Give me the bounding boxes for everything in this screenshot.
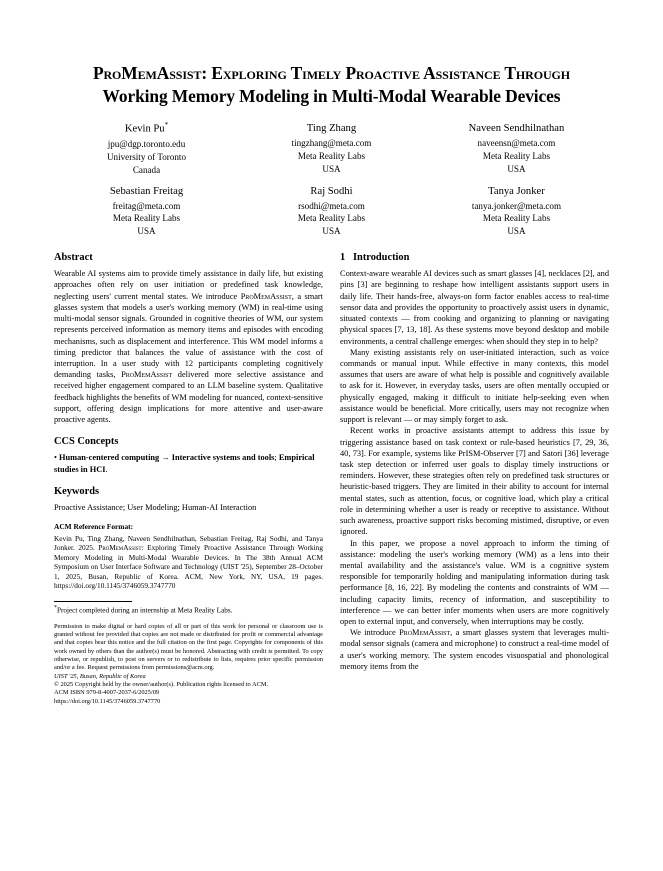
- ccs-semicolon: ;: [274, 453, 277, 463]
- ccs-concepts: [54, 452, 323, 475]
- abstract-heading: Abstract: [54, 252, 93, 264]
- intro-paragraph-5: We introduce ProMemAssist, a smart glasses system that leverages multi-modal sensor signals (camera and microphone) to construct a real-time model of a user's working memory. The system encodes visuospatial and phonological memory items from the: [340, 628, 609, 671]
- author-entry: [239, 121, 424, 176]
- author-affiliation: University of Toronto: [106, 151, 186, 162]
- author-country: Canada: [132, 164, 161, 175]
- footnote-divider: [54, 601, 132, 602]
- author-entry: [424, 184, 609, 239]
- intro-paragraph-1: Context-aware wearable AI devices such as smart glasses [4], necklaces [2], and pins [3] are beginning to reshape how intelligent assistants support users in daily life. Their hands-free, always-on form factor enables access to real-time sensor data and provides the opportunity to proactively assist users in dynamic, situated contexts — from cooking and organizing to planning or navigating physical spaces [7, 13, 18]. As these systems move beyond desktop and mobile environments, a central challenge emerges: when should they step in to help?: [340, 269, 609, 346]
- acm-reference-text: Kevin Pu, Ting Zhang, Naveen Sendhilnathan, Sebastian Freitag, Raj Sodhi, and Tanya Jonker. 2025. ProMemAssist: Exploring Timely Proactive Assistance Through Working Memory Modeling in Multi-Modal Wearable Devices. In The 38th Annual ACM Symposium on User Interface Software and Technology (UIST '25), September 28–October 1, 2025, Busan, Republic of Korea. ACM, New York, NY, USA, 19 pages. https://doi.org/10.1145/3746059.3747770: [54, 534, 323, 591]
- author-country: USA: [322, 164, 341, 175]
- title-line-1: ProMemAssist: Exploring Timely Proactive Assistance Through: [92, 63, 571, 83]
- author-name: Tanya Jonker: [488, 185, 545, 197]
- permission-paragraph: Permission to make digital or hard copies of all or part of this work for personal or classroom use is granted without fee provided that copies are not made or distributed for profit or commercial advantage and that copies bear this notice and the full citation on the first page. Copyrights for components of this work owned by others than the author(s) must be honored. Abstracting with credit is permitted. To copy otherwise, or republish, to post on servers or to redistribute to lists, requires prior specific permission and/or a fee. Request permissions from permissions@acm.org.: [54, 622, 323, 672]
- ccs-heading: CCS Concepts: [54, 436, 119, 448]
- keywords-heading: Keywords: [54, 485, 100, 497]
- permission-isbn: ACM ISBN 979-8-4007-2037-6/2025/09: [54, 689, 160, 697]
- ccs-arrow: →: [161, 453, 170, 463]
- author-country: USA: [137, 226, 156, 237]
- title-line-2: Working Memory Modeling in Multi-Modal Wearable Devices: [102, 85, 561, 106]
- author-footnote-marker: *: [164, 121, 169, 130]
- introduction-heading: [340, 251, 609, 265]
- author-affiliation: Meta Reality Labs: [297, 151, 366, 162]
- ccs-period: .: [105, 464, 108, 474]
- footnote-text: Project completed during an internship at Meta Reality Labs.: [57, 606, 233, 615]
- author-country: USA: [507, 226, 526, 237]
- author-block: [54, 121, 609, 245]
- author-email[interactable]: naveensn@meta.com: [477, 138, 556, 149]
- ccs-term-1: Human-centered computing: [59, 453, 160, 463]
- author-entry: [239, 184, 424, 239]
- permission-doi[interactable]: https://doi.org/10.1145/3746059.3747770: [54, 697, 161, 705]
- page-title: [54, 62, 609, 107]
- keywords-text: Proactive Assistance; User Modeling; Human-AI Interaction: [54, 502, 257, 512]
- author-affiliation: Meta Reality Labs: [297, 213, 366, 224]
- intro-paragraph-2: Many existing assistants rely on user-initiated interaction, such as voice commands or manual input. While effective in many contexts, this model assumes that users are aware of what help is possible and cognitively available to ask for it. However, in everyday tasks, users are often mentally occupied or physically engaged, making it difficult to initiate help-seeking even when assistance would be beneficial. More critically, users may not recognize when support is relevant — or may simply forget to ask.: [340, 347, 609, 425]
- ccs-term-2: Interactive systems and tools: [171, 453, 275, 463]
- footnote: [54, 605, 323, 616]
- introduction-title: Introduction: [353, 252, 410, 264]
- author-name: Raj Sodhi: [310, 185, 353, 197]
- left-column: [54, 251, 323, 706]
- introduction-number: 1: [340, 252, 346, 264]
- author-name: Naveen Sendhilnathan: [468, 123, 565, 135]
- author-entry: [54, 121, 239, 176]
- footnote-marker: *: [54, 604, 57, 611]
- right-column: [340, 251, 609, 706]
- author-name: Sebastian Freitag: [109, 185, 184, 197]
- abstract-text: Wearable AI systems aim to provide timely assistance in daily life, but existing approaches often rely on user initiation or predefined task knowledge, neglecting users' current mental states. We introduce ProMemAssist, a smart glasses system that models a user's working memory (WM) in real-time using multi-modal sensor signals. Grounded in cognitive theories of WM, our system represents perceived information as memory items and episodes with encoding mechanisms, such as displacement and interference. This WM model informs a timing predictor that balances the value of assistance with the cost of interruption. In a user study with 12 participants completing cognitively demanding tasks, ProMemAssist delivered more selective assistance and received higher engagement compared to an LLM baseline system. Qualitative feedback highlights the benefits of WM modeling for nuanced, context-sensitive support, offering design implications for more attentive and user-aware proactive agents.: [54, 269, 324, 425]
- body-columns: [54, 251, 609, 706]
- author-country: USA: [507, 164, 526, 175]
- author-email[interactable]: rsodhi@meta.com: [298, 200, 365, 211]
- author-country: USA: [322, 226, 341, 237]
- author-affiliation: Meta Reality Labs: [112, 213, 181, 224]
- author-name: Ting Zhang: [306, 123, 357, 135]
- author-entry: [424, 121, 609, 176]
- acm-reference-heading: ACM Reference Format:: [54, 522, 134, 532]
- author-name: Kevin Pu: [124, 123, 165, 135]
- author-email[interactable]: freitag@meta.com: [112, 200, 181, 211]
- author-email[interactable]: jpu@dgp.toronto.edu: [107, 138, 186, 149]
- permission-block: [54, 623, 323, 706]
- ccs-term-3: Empirical studies in HCI: [54, 453, 315, 474]
- ccs-bullet: •: [54, 453, 57, 463]
- intro-paragraph-4: In this paper, we propose a novel approach to inform the timing of assistance: modeling the user's working memory (WM) as a lens into their mental availability and the assistance's value. WM is a cognitive system responsible for temporarily holding and manipulating information during task performance [8, 16, 22]. By modeling the contents and constraints of WM — including capacity limits, recency of information, and susceptibility to interference — we can better infer moments when users are more cognitively open to external input, and conversely, when interruptions may be costly.: [340, 538, 609, 627]
- author-email[interactable]: tingzhang@meta.com: [291, 138, 372, 149]
- permission-copyright: © 2025 Copyright held by the owner/author(s). Publication rights licensed to ACM.: [54, 680, 269, 688]
- author-affiliation: Meta Reality Labs: [482, 151, 551, 162]
- author-email[interactable]: tanya.jonker@meta.com: [471, 200, 562, 211]
- author-entry: [54, 184, 239, 239]
- intro-paragraph-3: Recent works in proactive assistants attempt to address this issue by triggering assistance based on task context or rule-based heuristics [7, 29, 36, 40, 73]. For example, systems like PrISM-Observer [7] and Satori [36] leverage task step detection or inferred user goals to display timely instructions or reminders. However, these strategies often rely on predefined task structures or heuristic-based triggers. They are limited in their ability to account for internal mental states, such as attention, focus, or cognitive load, which play a critical role in determining whether a user is ready or receptive to assistance. Without such awareness, proactive support risks becoming mistimed, disruptive, or even ignored.: [340, 426, 609, 537]
- permission-venue: UIST '25, Busan, Republic of Korea: [54, 672, 146, 680]
- author-affiliation: Meta Reality Labs: [482, 213, 551, 224]
